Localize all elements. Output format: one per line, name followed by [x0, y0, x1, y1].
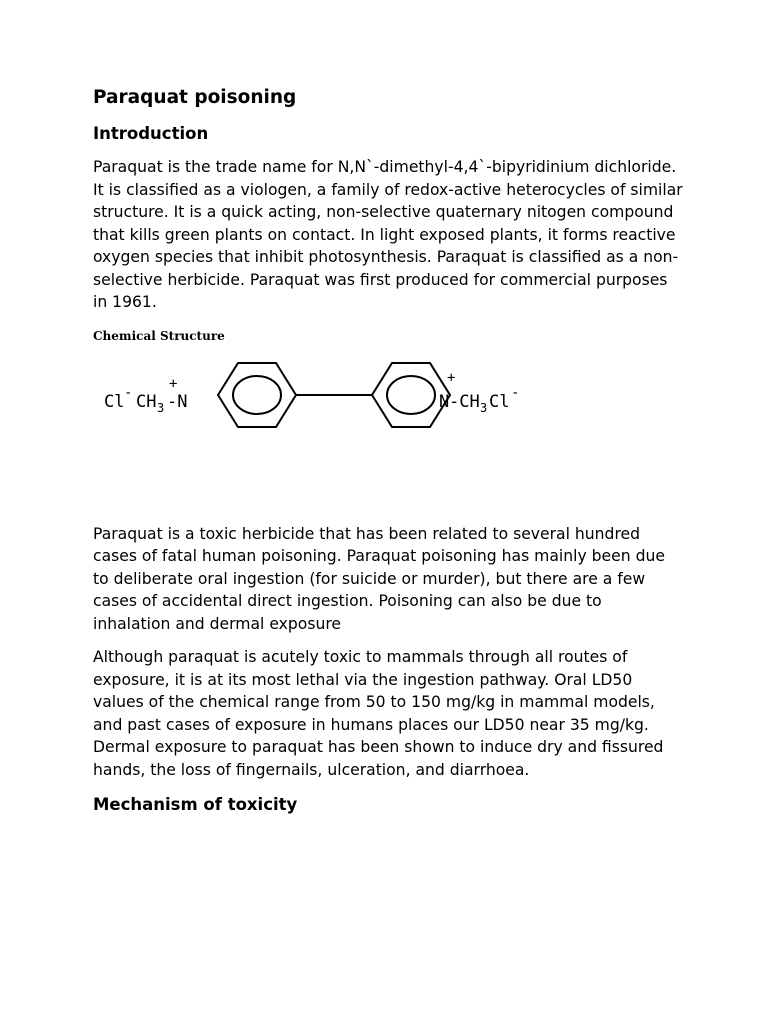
introduction-heading: Introduction — [93, 124, 209, 143]
document-page — [93, 86, 683, 816]
left-n-label: -N — [167, 391, 188, 412]
structure-caption: Chemical Structure — [93, 328, 225, 343]
left-cl-charge: - — [124, 384, 133, 401]
toxicity-paragraph-2: Although paraquat is acutely toxic to mammals through all routes of exposure, it is at its most lethal via the ingestion pathway. Oral LD50 values of the chemical range from 50 to 150 mg/kg in mammal models, and past cases of exposure in humans places our LD50 near 35 mg/kg. Dermal exposure to paraquat has been shown to induce dry and fissured hands, the loss of fingernails, ulceration, and diarrhoea. — [93, 648, 664, 779]
document-title: Paraquat poisoning — [93, 87, 297, 108]
right-ch-subscript: 3 — [480, 400, 488, 415]
paraquat-structure-diagram — [97, 350, 537, 460]
spacer — [93, 460, 683, 512]
left-cl-label: Cl — [104, 391, 125, 412]
introduction-paragraph: Paraquat is the trade name for N,N`-dimethyl-4,4`-bipyridinium dichloride. It is classified as a viologen, a family of redox-active heterocycles of similar structure. It is a quick acting, non-selective quaternary nitogen compound that kills green plants on contact. In light exposed plants, it forms reactive oxygen species that inhibit photosynthesis. Paraquat is classified as a non-selective herbicide. Paraquat was first produced for commercial purposes in 1961. — [93, 158, 683, 311]
right-ch-label: -CH — [449, 391, 480, 412]
left-ch-subscript: 3 — [157, 400, 165, 415]
toxicity-paragraph-1: Paraquat is a toxic herbicide that has been related to several hundred cases of fatal human poisoning. Paraquat poisoning has mainly been due to deliberate oral ingestion (for suicide or murder), but there are a few cases of accidental direct ingestion. Poisoning can also be due to inhalation and dermal exposure — [93, 524, 665, 633]
mechanism-heading: Mechanism of toxicity — [93, 795, 298, 814]
left-plus-charge: + — [169, 375, 178, 392]
right-cl-charge: - — [511, 384, 520, 401]
right-plus-charge: + — [447, 369, 456, 386]
right-cl-label: Cl — [489, 391, 510, 412]
right-n-label: N — [439, 391, 450, 412]
left-ch-label: CH — [136, 391, 157, 412]
